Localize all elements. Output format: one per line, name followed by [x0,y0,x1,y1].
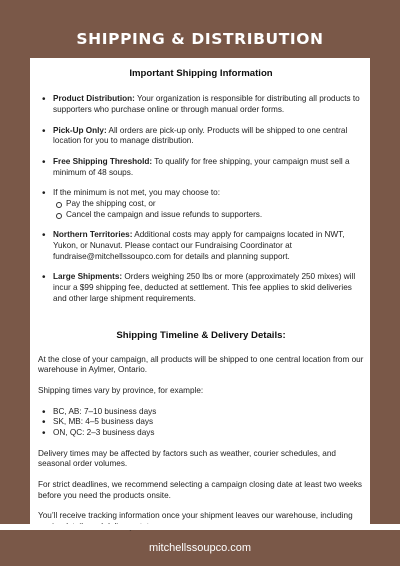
important-info-heading: Important Shipping Information [129,68,273,79]
item-text: Your organization is responsible for distributing all products to supporters who purchase online or through manual order forms. [53,94,360,115]
list-item [38,94,364,115]
timeline-heading: Shipping Timeline & Delivery Details: [116,330,286,342]
tracking-note: You’ll receive tracking information once your shipment leaves our warehouse, including [38,511,353,521]
province-item: • SK, MB: 4–5 business days [38,417,364,428]
times-intro: Shipping times vary by province, for example: [38,386,204,396]
province-item: • BC, AB: 7–10 business days [38,407,364,418]
item-label: Large Shipments: [53,272,123,282]
list-item [38,126,364,147]
item-text: Additional costs may apply for campaigns located in NWT, Yukon, or Nunavut. Please contact our Fundraising Coordinator at fundraise@mitchellssoupco.com for details and planning support. [53,230,345,261]
shipping-info-list [38,94,364,304]
list-item [38,157,364,178]
item-text: To qualify for free shipping, your campaign must sell a minimum of 48 soups. [53,157,350,177]
sub-list-item: Pay the shipping cost, or [53,199,364,210]
list-item [38,188,364,220]
list-item [38,272,364,304]
list-item [38,230,364,262]
deadlines-note: For strict deadlines, we recommend selecting a campaign closing date at least two weeks before you need the products onsite. [38,480,363,500]
timeline-intro: At the close of your campaign, all products will be shipped to one central location from our warehouse in Aylmer, Ontario. [38,354,364,375]
province-list [38,407,364,439]
sub-list-item: Cancel the campaign and issue refunds to supporters. [53,210,364,221]
footer-band [0,530,400,566]
options-sublist [53,199,364,220]
item-label: Northern Territories: [53,230,133,240]
delays-note: Delivery times may be affected by factors such as weather, courier schedules, and seasonal order volumes. [38,448,336,469]
page-title: SHIPPING & DISTRIBUTION [76,30,324,48]
province-item: • ON, QC: 2–3 business days [38,428,364,439]
item-text: All orders are pick-up only. Products will be shipped to one central location for you to manage distribution. [53,125,348,146]
item-label: Pick-Up Only: [53,125,107,135]
header-band [0,18,400,60]
item-text: Orders weighing 250 lbs or more (approximately 250 mixes) will incur a $99 shipping fee, deducted at settlement. This fee applies to skid deliveries and other large shipment requirements. [53,272,356,303]
footer-website-link[interactable]: mitchellssoupco.com [148,542,252,554]
item-label: Free Shipping Threshold: [53,157,153,167]
item-text: If the minimum is not met, you may choose to: [53,188,221,198]
content-sheet [30,58,370,524]
item-label: Product Distribution: [53,94,135,104]
